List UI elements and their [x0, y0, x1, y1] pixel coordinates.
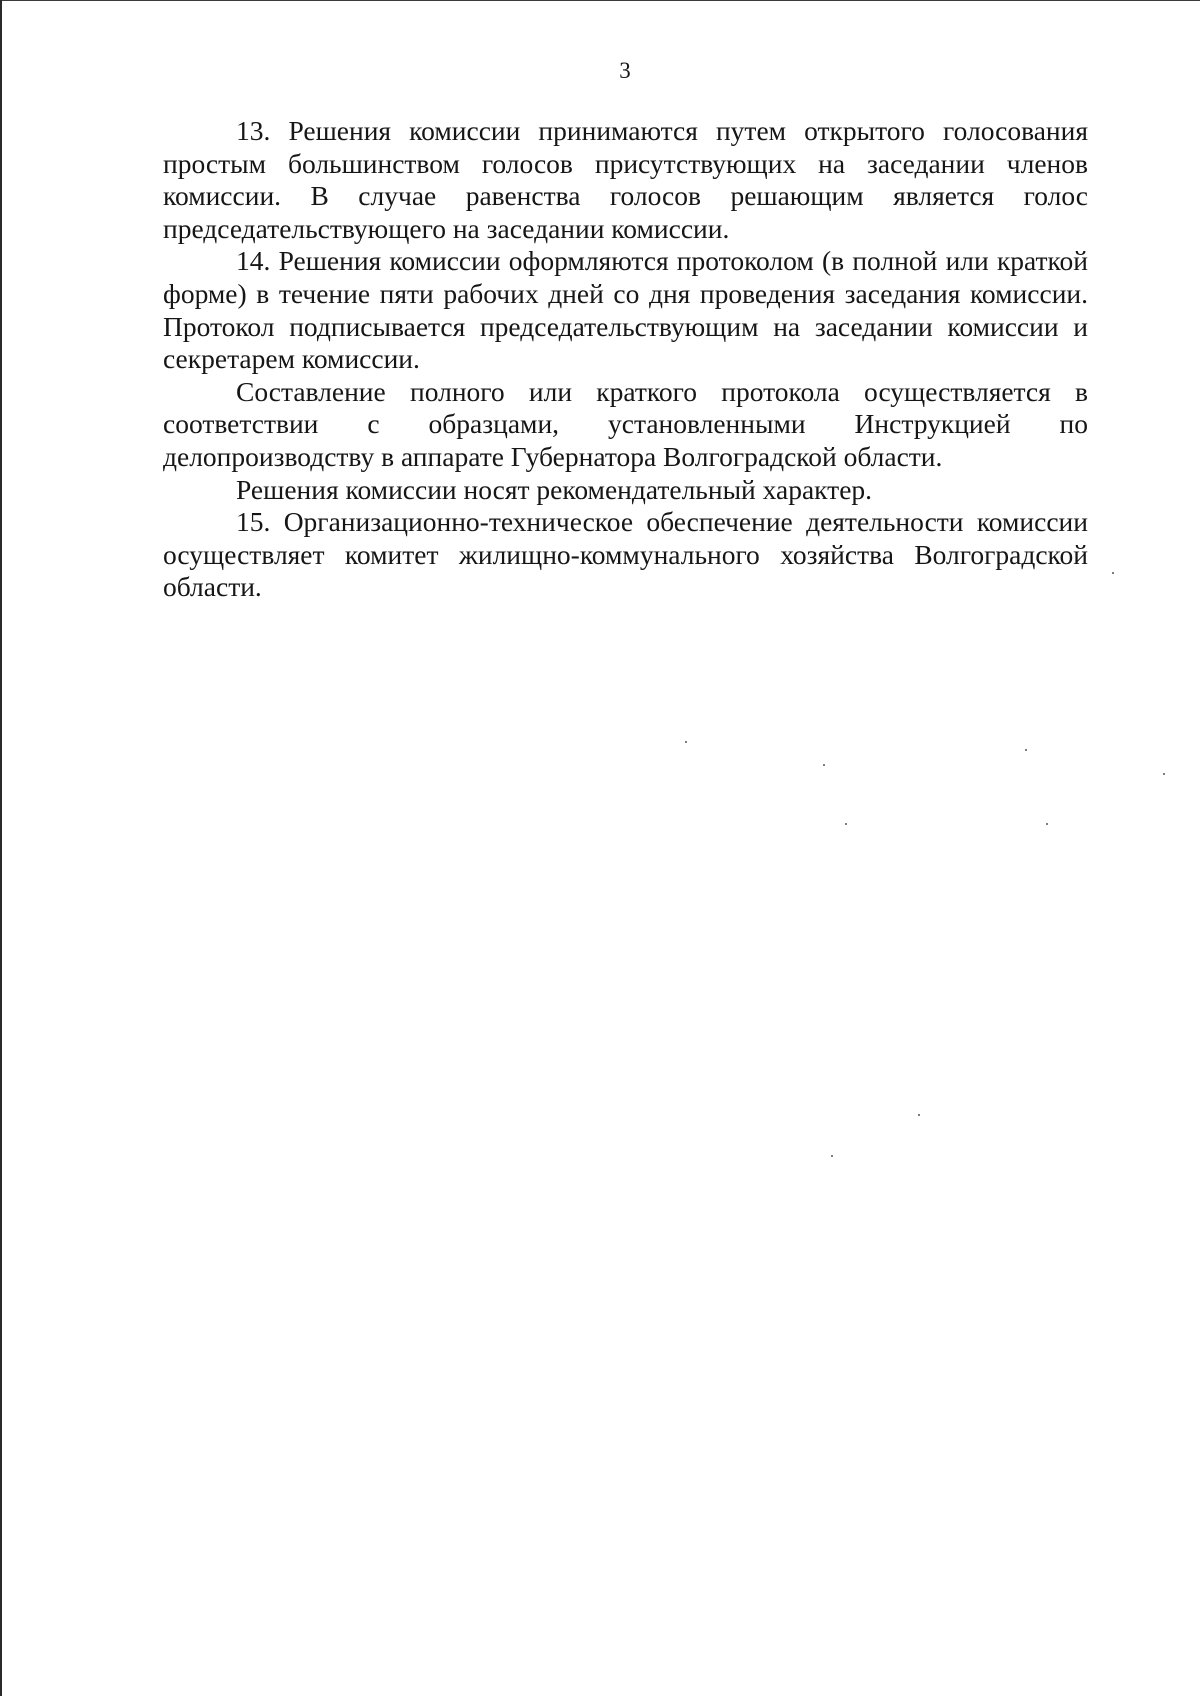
- scan-speck: [823, 764, 825, 766]
- paragraph-recommendations: Решения комиссии носят рекомендательный характер.: [236, 473, 873, 505]
- scan-speck: [1046, 823, 1048, 825]
- scan-speck: [1112, 572, 1114, 574]
- paragraph-14: 14. Решения комиссии оформляются протоколом (в полной или краткой форме) в течение пяти рабочих дней со дня проведения заседания комиссии. Протокол подписывается председательствующим на заседании комиссии и секретарем комиссии.: [163, 245, 1088, 375]
- document-body: [163, 115, 1088, 604]
- scan-speck: [918, 1114, 920, 1116]
- scan-edge-top: [0, 0, 1200, 1]
- paragraph-15: 15. Организационно-техническое обеспечение деятельности комиссии осуществляет комитет жилищно-коммунального хозяйства Волгоградской области.: [163, 506, 1088, 603]
- scan-edge-left: [0, 0, 2, 1696]
- paragraph-protocol-forms: Составление полного или краткого протокола осуществляется в соответствии с образцами, установленными Инструкцией по делопроизводству в аппарате Губернатора Волгоградской области.: [163, 375, 1088, 472]
- paragraph-13: 13. Решения комиссии принимаются путем открытого голосования простым большинством голосов присутствующих на заседании членов комиссии. В случае равенства голосов решающим является голос председательствующего на заседании комиссии.: [163, 115, 1088, 244]
- scan-speck: [685, 741, 687, 743]
- page-number: 3: [619, 58, 631, 83]
- scan-speck: [1163, 773, 1165, 775]
- scan-speck: [845, 823, 847, 825]
- scan-speck: [831, 1155, 833, 1157]
- scan-speck: [1025, 749, 1027, 751]
